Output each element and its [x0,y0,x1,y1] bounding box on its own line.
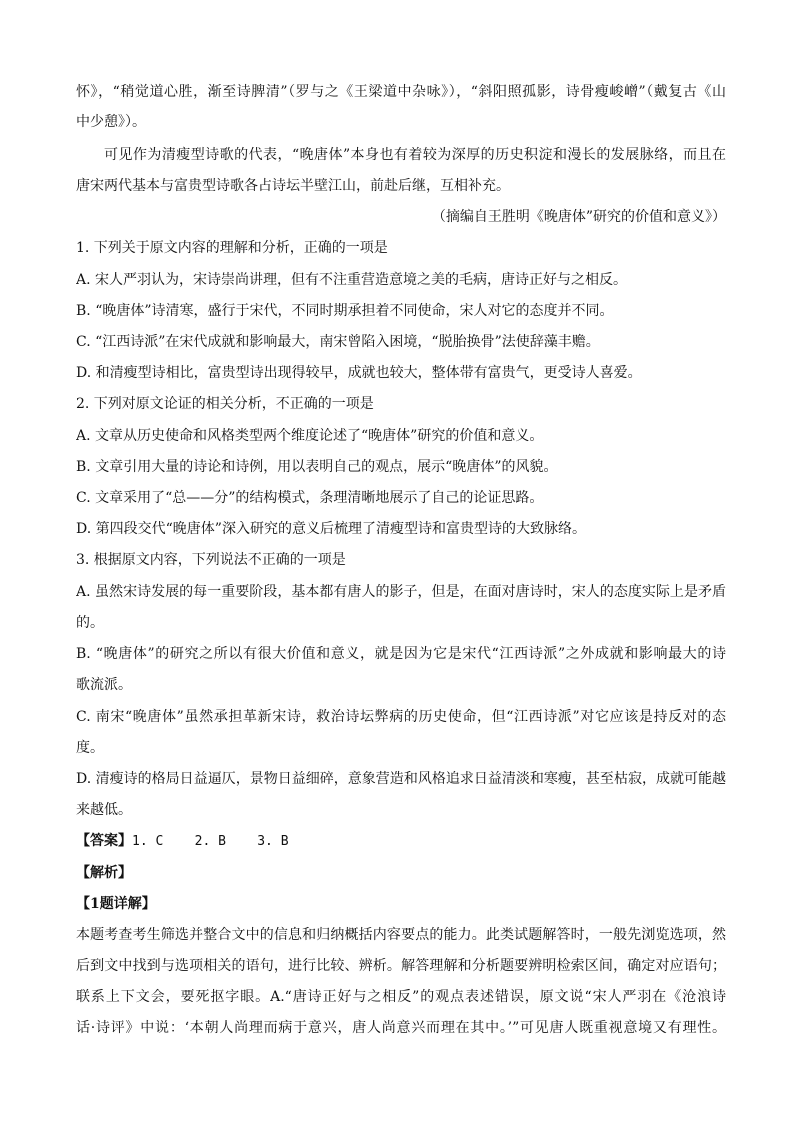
passage-source: （摘编自王胜明《晚唐体”研究的价值和意义》） [431,209,726,225]
question-3-stem: 3. 根据原文内容，下列说法不正确的一项是 [76,552,346,568]
question-1-option-b: B. “晚唐体”诗清寒，盛行于宋代，不同时期承担着不同使命，宋人对它的态度并不同。 [76,303,614,319]
analysis-label: 【解析】 [76,865,132,881]
question-3-option-a: A. 虽然宋诗发展的每一重要阶段，基本都有唐人的影子，但是，在面对唐诗时，宋人的态度实际上是矛盾 [76,584,726,600]
question-1-option-d: D. 和清瘦型诗相比，富贵型诗出现得较早，成就也较大，整体带有富贵气，更受诗人喜爱。 [76,365,642,381]
analysis-line: 话·诗评》中说：‘本朝人尚理而病于意兴，唐人尚意兴而理在其中。’”可见唐人既重视意境又有理性。 [76,1020,726,1036]
question-3-option-a-cont: 的。 [76,615,104,631]
analysis-q1-label: 【1题详解】 [76,896,156,912]
question-3-option-c: C. 南宋“晚唐体”虽然承担革新宋诗，救治诗坛弊病的历史使命，但“江西诗派”对它应该是持反对的态 [76,709,726,725]
answer-text: 1. C 2. B 3. B [132,834,289,849]
question-1-stem: 1. 下列关于原文内容的理解和分析，正确的一项是 [76,240,388,256]
passage-line: 中少憩》）。 [76,114,146,130]
passage-line: 可见作为清瘦型诗歌的代表，“晚唐体”本身也有着较为深厚的历史积淀和漫长的发展脉络，而且在 [104,147,726,163]
answer-line [76,831,726,852]
question-2-option-b: B. 文章引用大量的诗论和诗例，用以表明自己的观点，展示“晚唐体”的风貌。 [76,459,558,475]
question-3-option-c-cont: 度。 [76,740,104,756]
analysis-line: 后到文中找到与选项相关的语句，进行比较、辨析。解答理解和分析题要辨明检索区间，确定对应语句； [76,958,726,974]
passage-line: 唐宋两代基本与富贵型诗歌各占诗坛半壁江山，前赴后继，互相补充。 [76,178,510,194]
passage-line: 怀》，“稍觉道心胜，渐至诗脾清”（罗与之《王梁道中杂咏》），“斜阳照孤影，诗骨瘦峻嶒”（戴复古《山 [76,84,726,100]
question-3-option-b: B. “晚唐体”的研究之所以有很大价值和意义，就是因为它是宋代“江西诗派”之外成就和影响最大的诗 [76,646,726,662]
question-3-option-d: D. 清瘦诗的格局日益逼仄，景物日益细碎，意象营造和风格追求日益清淡和寒瘦，甚至枯寂，成就可能越 [76,771,726,787]
question-2-option-c: C. 文章采用了“总——分”的结构模式，条理清晰地展示了自己的论证思路。 [76,490,544,506]
analysis-line: 本题考查考生筛选并整合文中的信息和归纳概括内容要点的能力。此类试题解答时，一般先浏览选项，然 [76,927,726,943]
question-2-stem: 2. 下列对原文论证的相关分析，不正确的一项是 [76,396,374,412]
analysis-line: 联系上下文会，要死抠字眼。A.“唐诗正好与之相反”的观点表述错误，原文说“宋人严羽在《沧浪诗 [76,989,726,1005]
question-3-option-b-cont: 歌流派。 [76,677,132,693]
question-2-option-a: A. 文章从历史使命和风格类型两个维度论述了“晚唐体”研究的价值和意义。 [76,428,544,444]
answer-label: 【答案】 [76,833,132,849]
question-1-option-c: C. “江西诗派”在宋代成就和影响最大，南宋曾陷入困境，“脱胎换骨”法使辞藻丰赡。 [76,334,600,350]
question-1-option-a: A. 宋人严羽认为，宋诗崇尚讲理，但有不注重营造意境之美的毛病，唐诗正好与之相反。 [76,272,628,288]
question-2-option-d: D. 第四段交代“晚唐体”深入研究的意义后梳理了清瘦型诗和富贵型诗的大致脉络。 [76,521,586,537]
question-3-option-d-cont: 来越低。 [76,802,132,818]
